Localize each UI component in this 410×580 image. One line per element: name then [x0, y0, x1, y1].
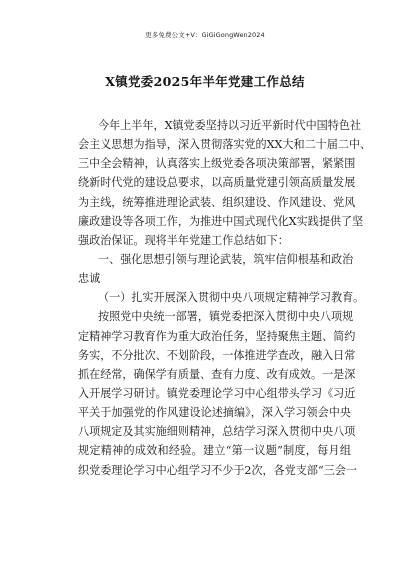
paragraph-line: 强政治保证。现将半年党建工作总结如下：: [78, 233, 289, 247]
paragraph-line: 今年上半年，X镇党委坚持以习近平新时代中国特色社: [98, 119, 362, 132]
paragraph-line: 定精神学习教育作为重大政治任务，坚持聚焦主题、简约: [78, 329, 356, 343]
paragraph-line: 入开展学习研讨。镇党委理论学习中心组带头学习《习近: [78, 386, 356, 400]
section-heading-line: 忠诚: [78, 272, 101, 286]
paragraph-line: 三中全会精神，认真落实上级党委各项决策部署，紧紧围: [78, 157, 356, 171]
subsection-heading: （一）扎实开展深入贯彻中央八项规定精神学习教育。: [98, 291, 365, 305]
paragraph-line: 务实，不分批次、不划阶段，一体推进学查改，融入日常: [78, 348, 356, 362]
paragraph-line: 抓在经常，确保学有质量、查有力度、改有成效。一是深: [78, 367, 356, 381]
document-body: [78, 116, 372, 480]
paragraph-line: 廉政建设等各项工作，为推进中国式现代化X实践提供了坚: [78, 214, 364, 228]
header-note: 更多免费公文+V：GiGiGongWen2024: [145, 31, 265, 39]
document-title: X镇党委2025年半年党建工作总结: [105, 74, 305, 89]
paragraph-line: 按照党中央统一部署，镇党委把深入贯彻中央八项规: [98, 310, 354, 324]
paragraph-line: 规定精神的成效和经验。建立“第一议题”制度，每月组: [78, 444, 351, 458]
section-heading-line: 一、强化思想引领与理论武装，筑牢信仰根基和政治: [98, 252, 354, 266]
paragraph-line: 为主线，统筹推进理论武装、组织建设、作风建设、党风: [78, 195, 356, 209]
paragraph-line: 绕新时代党的建设总要求，以高质量党建引领高质量发展: [78, 176, 356, 190]
paragraph-line: 会主义思想为指导，深入贯彻落实党的XX大和二十届二中、: [78, 138, 372, 152]
paragraph-line: 平关于加强党的作风建设论述摘编》，深入学习领会中央: [78, 406, 351, 420]
paragraph-line: 织党委理论学习中心组学习不少于2次，各党支部“三会一: [78, 463, 357, 477]
paragraph-line: 八项规定及其实施细则精神，总结学习深入贯彻中央八项: [78, 425, 356, 439]
